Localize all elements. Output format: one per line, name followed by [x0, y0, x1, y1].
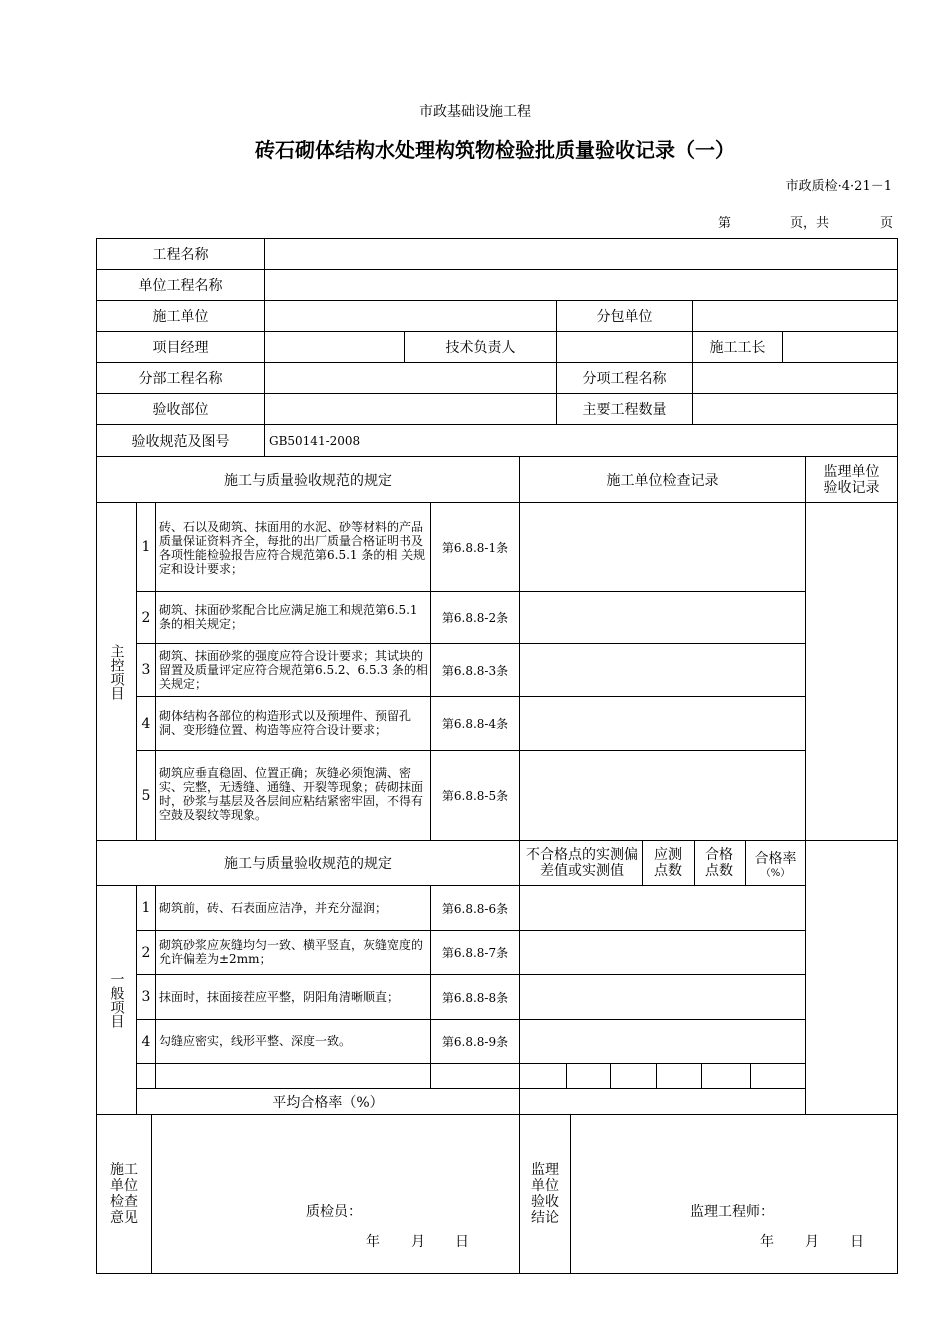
form-code: 市政质检·4·21－1 [785, 179, 892, 194]
general-header-pass: 合格点数 [705, 847, 733, 879]
general-item-3-no: 3 [141, 989, 151, 1005]
general-group-label: 一般项目 [108, 972, 125, 1028]
main-header-check: 施工单位检查记录 [606, 472, 719, 489]
supervision-date-year: 年 [760, 1234, 774, 1250]
engineer-label: 监理工程师： [690, 1204, 774, 1220]
main-item-5-text: 砌筑应垂直稳固、位置正确；灰缝必须饱满、密实、完整，无透缝、通缝、开裂等现象；砖砌抹面时，砂浆与基层及各层间应粘结紧密牢固，不得有空鼓及裂纹等现象。 [159, 766, 424, 822]
main-header-spec: 施工与质量验收规范的规定 [224, 472, 392, 489]
main-item-3-clause: 第6.8.8-3条 [441, 663, 509, 678]
page-title: 砖石砌体结构水处理构筑物检验批质量验收记录（一） [255, 138, 735, 162]
main-header-supervision: 监理单位 验收记录 [823, 463, 880, 496]
constructor-opinion-label: 施工单位检查意见 [110, 1162, 138, 1226]
unit-project-label: 单位工程名称 [138, 278, 223, 294]
location-label: 验收部位 [152, 402, 209, 418]
general-item-2-clause: 第6.8.8-7条 [441, 946, 509, 960]
main-item-4-text: 砌体结构各部位的构造形式以及预埋件、预留孔洞、变形缝位置、构造等应符合设计要求； [159, 709, 412, 737]
main-item-3-text: 砌筑、抹面砂浆的强度应符合设计要求；其试块的留置及质量评定应符合规范第6.5.2、6.5.3 条的相关规定； [159, 649, 428, 691]
general-item-4-clause: 第6.8.8-9条 [441, 1035, 509, 1049]
main-item-4-clause: 第6.8.8-4条 [441, 717, 509, 731]
supervision-date-month: 月 [805, 1234, 819, 1250]
main-item-3-no: 3 [141, 662, 151, 678]
category-label: 市政基础设施工程 [419, 104, 531, 120]
division-label: 分部工程名称 [138, 371, 223, 387]
general-item-4-no: 4 [141, 1033, 151, 1050]
general-item-1-text: 砌筑前，砖、石表面应洁净，并充分湿润； [159, 901, 388, 915]
general-header-rate-unit: （%） [760, 868, 791, 879]
foreman-label: 施工工长 [709, 340, 766, 356]
general-item-3-text: 抹面时，抹面接茬应平整，阴阳角清晰顺直； [159, 990, 400, 1004]
general-group-label-cell [97, 886, 136, 1114]
general-item-1-clause: 第6.8.8-6条 [441, 901, 509, 916]
general-item-4-text: 勾缝应密实，线形平整、深度一致。 [159, 1034, 352, 1048]
constructor-date-day: 日 [455, 1234, 469, 1250]
spec-value: GB50141-2008 [269, 433, 361, 448]
general-item-1-no: 1 [141, 900, 151, 916]
general-item-3-clause: 第6.8.8-8条 [441, 990, 509, 1005]
main-item-2-clause: 第6.8.8-2条 [441, 611, 509, 625]
general-item-2-text: 砌筑砂浆应灰缝均匀一致、横平竖直，灰缝宽度的允许偏差为±2mm； [159, 938, 424, 966]
main-item-1-text: 砖、石以及砌筑、抹面用的水泥、砂等材料的产品质量保证资料齐全，每批的出厂质量合格证明书及各项性能检验报告应符合规范第6.5.1 条的相 关规定和设计要求； [159, 520, 426, 576]
pm-label: 项目经理 [152, 340, 209, 356]
inspector-label: 质检员： [306, 1204, 362, 1220]
main-item-2-no: 2 [141, 609, 151, 626]
main-item-1-no: 1 [141, 539, 151, 555]
general-header-deviation: 不合格点的实测偏差值或实测值 [526, 847, 638, 879]
main-item-1-clause: 第6.8.8-1条 [441, 540, 509, 555]
general-item-2-no: 2 [141, 944, 151, 961]
general-header-spec: 施工与质量验收规范的规定 [224, 856, 392, 872]
spec-label: 验收规范及图号 [131, 433, 230, 450]
page-info-mid: 页，共 [790, 216, 830, 231]
constructor-label: 施工单位 [152, 309, 209, 325]
main-item-2-text: 砌筑、抹面砂浆配合比应满足施工和规范第6.5.1 条的相关规定； [159, 603, 418, 631]
main-item-5-clause: 第6.8.8-5条 [441, 789, 509, 803]
constructor-date-year: 年 [366, 1234, 380, 1250]
main-group-label-cell [97, 503, 136, 840]
constructor-date-month: 月 [411, 1234, 425, 1250]
supervision-date-day: 日 [850, 1234, 864, 1250]
subitem-label: 分项工程名称 [582, 371, 667, 387]
supervision-conclusion-cell [520, 1115, 570, 1273]
main-item-4-no: 4 [141, 715, 151, 732]
main-group-label: 主控项目 [108, 643, 125, 700]
supervision-conclusion-label: 监理单位验收结论 [531, 1162, 559, 1226]
main-item-5-no: 5 [141, 787, 151, 804]
subcontractor-label: 分包单位 [596, 309, 653, 325]
quantity-label: 主要工程数量 [582, 402, 667, 418]
page-info-suffix: 页 [880, 216, 894, 231]
tech-lead-label: 技术负责人 [445, 340, 516, 356]
average-rate-label: 平均合格率（%） [272, 1094, 384, 1111]
general-header-rate: 合格率 [754, 851, 797, 867]
constructor-opinion-cell [97, 1115, 151, 1273]
page-info-prefix: 第 [718, 216, 732, 231]
project-name-label: 工程名称 [152, 247, 209, 263]
general-header-should: 应测点数 [654, 847, 682, 879]
